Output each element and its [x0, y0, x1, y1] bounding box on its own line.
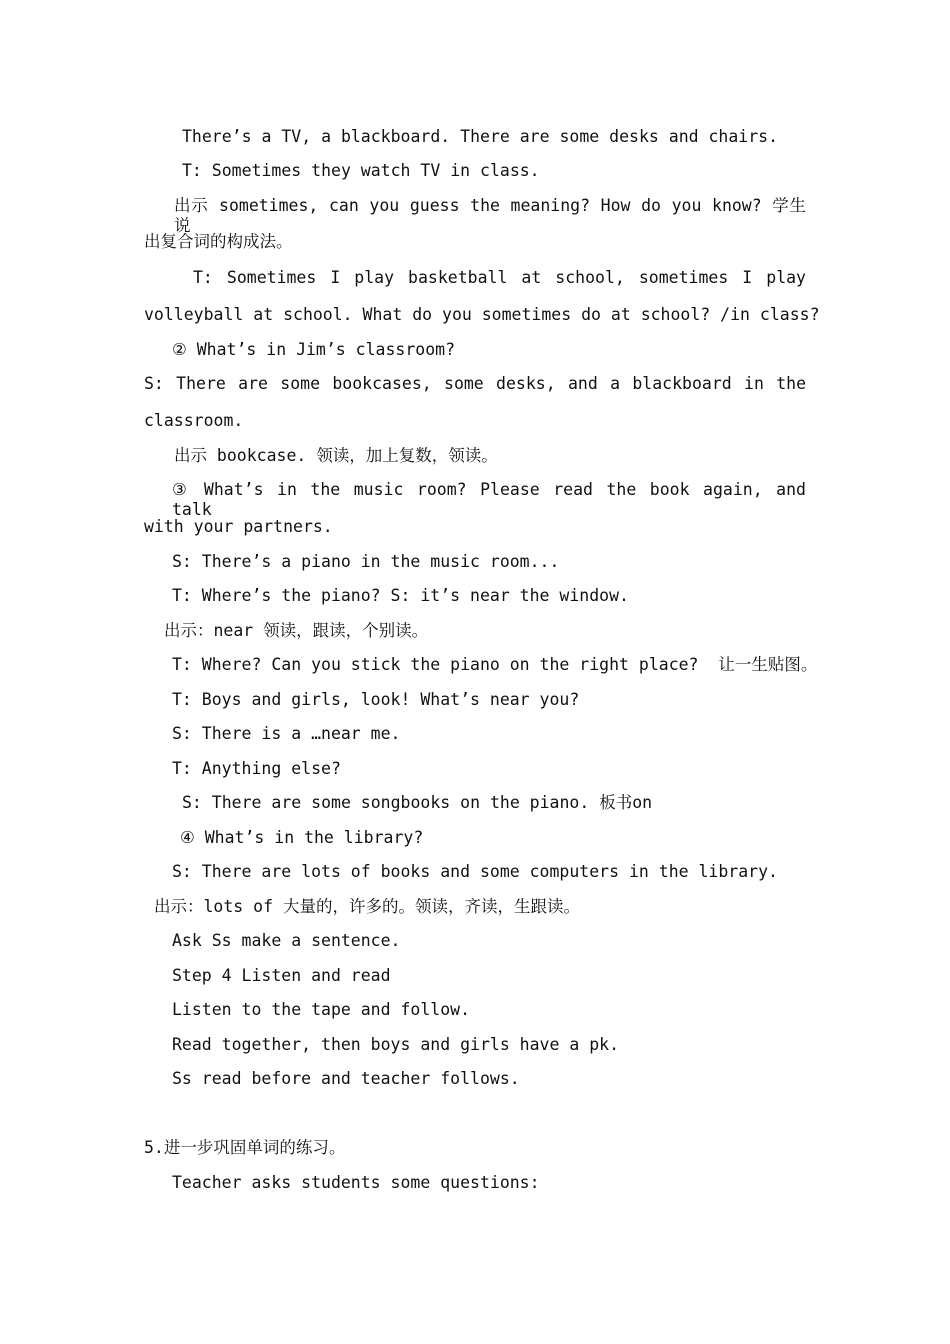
- text-line: 出示：near 领读，跟读，个别读。: [164, 621, 429, 640]
- text-line: Ss read before and teacher follows.: [172, 1069, 520, 1088]
- text-line: with your partners.: [144, 517, 333, 536]
- text-line: ② What’s in Jim’s classroom?: [172, 340, 456, 359]
- text-line: Ask Ss make a sentence.: [172, 931, 401, 950]
- text-line: T: Boys and girls, look! What’s near you?: [172, 690, 580, 709]
- text-line: 出复合词的构成法。: [144, 232, 293, 251]
- text-line: S: There are lots of books and some computers in the library.: [172, 862, 778, 881]
- text-line: S: There are some bookcases, some desks, and a blackboard in the: [144, 374, 806, 393]
- text-line: Step 4 Listen and read: [172, 966, 391, 985]
- text-line: S: There’s a piano in the music room...: [172, 552, 560, 571]
- text-line: classroom.: [144, 411, 244, 430]
- text-line: ④ What’s in the library?: [180, 828, 424, 847]
- text-line: T: Where? Can you stick the piano on the right place? 让一生贴图。: [172, 655, 818, 674]
- text-line: volleyball at school. What do you sometimes do at school? /in class?: [144, 305, 820, 324]
- text-line: ③ What’s in the music room? Please read the book again, and talk: [172, 480, 806, 519]
- text-line: T: Sometimes I play basketball at school, sometimes I play: [193, 268, 806, 287]
- text-line: T: Where’s the piano? S: it’s near the window.: [172, 586, 629, 605]
- text-line: T: Sometimes they watch TV in class.: [182, 161, 540, 180]
- text-line: Read together, then boys and girls have a pk.: [172, 1035, 620, 1054]
- text-line: S: There is a …near me.: [172, 724, 401, 743]
- section-heading: 5.进一步巩固单词的练习。: [144, 1138, 346, 1157]
- text-line: S: There are some songbooks on the piano. 板书on: [182, 793, 653, 812]
- text-line: 出示 bookcase. 领读，加上复数，领读。: [174, 446, 498, 465]
- text-line: Listen to the tape and follow.: [172, 1000, 471, 1019]
- text-line: Teacher asks students some questions:: [172, 1173, 540, 1192]
- text-line: There’s a TV, a blackboard. There are some desks and chairs.: [182, 127, 779, 146]
- text-line: 出示：lots of 大量的，许多的。领读，齐读，生跟读。: [154, 897, 580, 916]
- text-line: T: Anything else?: [172, 759, 341, 778]
- text-line: 出示 sometimes, can you guess the meaning? How do you know? 学生说: [174, 196, 806, 235]
